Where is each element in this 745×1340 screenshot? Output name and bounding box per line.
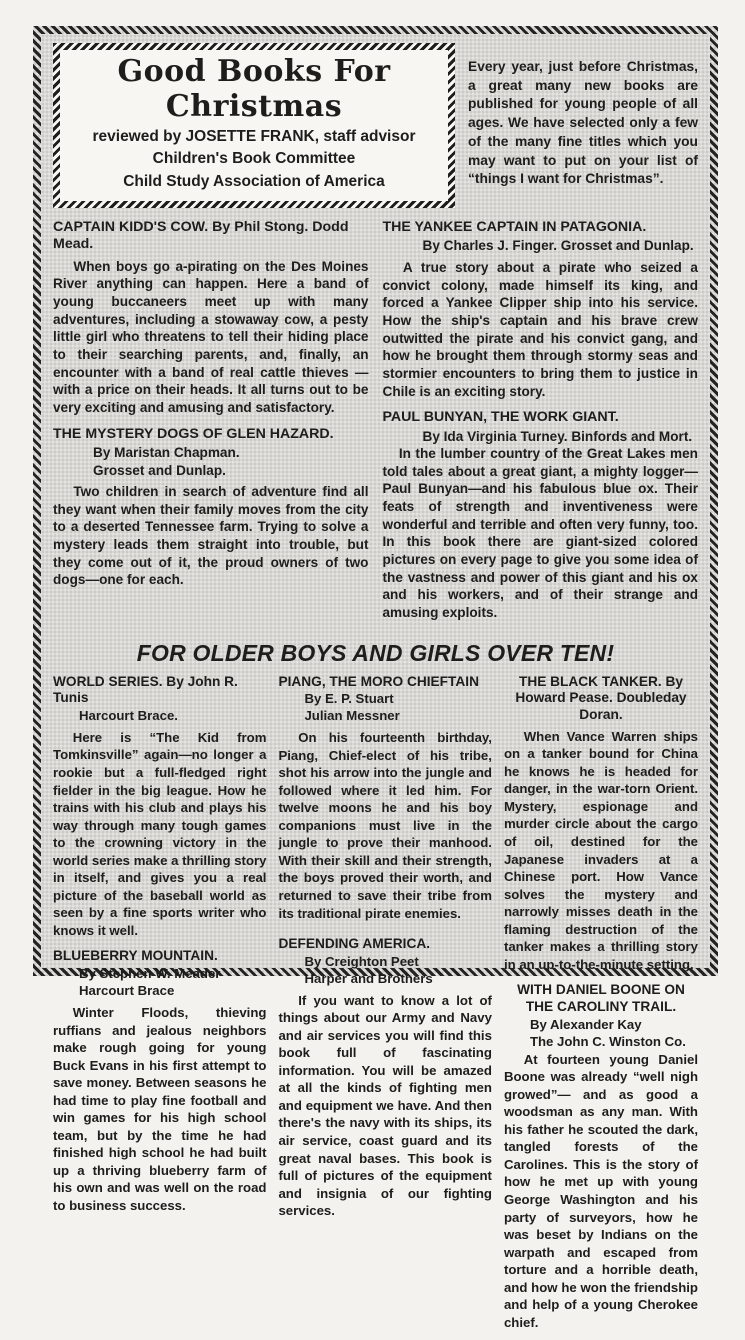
header-row (53, 43, 698, 208)
book-title: THE BLACK TANKER. By Howard Pease. Doubleday Doran. (515, 673, 687, 723)
book-title: THE YANKEE CAPTAIN IN PATAGONIA. (382, 219, 647, 236)
review-mystery-dogs (53, 426, 369, 589)
top-right-column (383, 219, 699, 631)
review-body: A true story about a pirate who seized a convict colony, made himself its king, and forced a Yankee Clipper ship into his service. How the ship's captain and his brave crew outwitted the pirate and his convict gang, and how he brought them through stormy seas and stormier encounters to bring them to justice in Chile is an exciting story. (382, 259, 698, 399)
book-title: WORLD SERIES. By John R. Tunis (53, 673, 238, 706)
byline: By Maristan Chapman. (93, 445, 240, 461)
publisher: Harcourt Brace. (79, 708, 178, 724)
publisher: Harcourt Brace (79, 983, 175, 999)
committee-credit: Children's Book Committee (152, 150, 356, 168)
publisher: Grosset and Dunlap. (93, 462, 226, 478)
book-title: DEFENDING AMERICA. (278, 936, 431, 952)
book-title: CAPTAIN KIDD'S COW. By Phil Stong. Dodd Mead. (53, 219, 349, 253)
review-body: Here is “The Kid from Tomkinsville” again—no longer a rookie but a full-fledged right fielder in the big league. How he trains with his club and plays his way through many tough games to the crowning victory in the world series make a thrilling story in itself, and gives you a real picture of the baseball world as seen by a fine sports writer who knows it well. (53, 729, 267, 938)
section-heading: FOR OLDER BOYS AND GIRLS OVER TEN! (136, 639, 615, 666)
publisher: Harper and Brothers (304, 970, 433, 986)
review-body: At fourteen young Daniel Boone was already “well nigh growed”— and as good a woodsman as any man. With his father he scouted the dark, tangled forests of the Carolines. This is the story of how he met up with young George Washington and his party of surveyors, how he was beset by Indians on the warpath and escaped from torture and a horrible death, and how he won the friendship and help of a young Cherokee chief. (503, 1051, 698, 1330)
review-body: When Vance Warren ships on a tanker bound for China he knows he is headed for danger, in the war-torn Orient. Mystery, espionage and murder circle about the cargo of oil, destined for the Japanese invaders at a Chinese port. How Vance solves the mystery and narrowly misses death in the flaming destruction of the tanker makes a thrilling story in an up-to-the-minute setting. (503, 728, 698, 972)
byline: By Creighton Peet (304, 953, 419, 969)
bottom-column-3 (504, 674, 698, 1340)
review-body: Winter Floods, thieving ruffians and jealous neighbors make rough going for young Buck Evans in his first attempt to save money. Between seasons he had time to play fine football and win games for his high school team, but by the time he had finished high school he had built up a thriving blueberry farm of his own and was well on the road to business success. (53, 1004, 267, 1213)
reviewer-credit: reviewed by JOSETTE FRANK, staff advisor (92, 128, 416, 145)
review-blueberry-mountain (53, 948, 266, 1214)
bottom-columns (53, 674, 698, 1340)
review-yankee-captain (383, 219, 699, 400)
publisher: The John C. Winston Co. (529, 1033, 686, 1049)
top-columns (53, 219, 698, 631)
byline: By Charles J. Finger. Grosset and Dunlap. (422, 238, 694, 254)
bottom-column-2 (278, 674, 491, 1340)
review-body: Two children in search of adventure find all they want when their family moves from the city to a deserted Tennessee farm. Trying to solve a mystery leads them straight into trouble, but they come out of it, the proud owners of two dogs—one for each. (53, 483, 369, 588)
page-title: Good Books For Christmas (117, 54, 391, 124)
review-body: When boys go a-pirating on the Des Moines River anything can happen. Here a band of young buccaneers meet up with many adventures, including a stowaway cow, a pesty little girl who threatens to tell their hiding place to their searching parents, and, finally, an encounter with a band of real cattle thieves —with a price on their heads. It all turns out to be very exciting and amusing and satisfactory. (53, 258, 369, 416)
review-daniel-boone (504, 982, 698, 1331)
byline: By Stephen W. Meader (79, 966, 221, 982)
review-world-series (53, 674, 266, 940)
byline: By E. P. Stuart (304, 691, 394, 707)
review-paul-bunyan (383, 409, 699, 621)
book-title: PIANG, THE MORO CHIEFTAIN (278, 673, 479, 689)
book-title: BLUEBERRY MOUNTAIN. (53, 948, 218, 964)
header-box (53, 43, 455, 208)
review-piang (278, 674, 491, 923)
magazine-page (33, 26, 718, 1330)
top-left-column (53, 219, 369, 631)
review-black-tanker (504, 674, 698, 974)
intro-paragraph: Every year, just before Christmas, a great many new books are published for young people of all ages. We have selected only a few of the many fine titles which you may want to put on your list of “things I want for Christmas”. (468, 58, 698, 187)
review-body: In the lumber country of the Great Lakes men told tales about a great giant, a mighty logger—Paul Bunyan—and his fabulous blue ox. Their feats of strength and inventiveness were wonderful and terrible and often very funny, too. In this book there are giant-sized colored pictures on every page to give you some idea of the vastness and power of this giant and his ox and his workers, and of their strange and amusing exploits. (382, 445, 698, 620)
review-defending-america (278, 936, 491, 1220)
review-captain-kidds-cow (53, 219, 369, 417)
publisher: Julian Messner (304, 708, 400, 724)
book-title: THE MYSTERY DOGS OF GLEN HAZARD. (53, 425, 334, 442)
review-body: If you want to know a lot of things about our Army and Navy and air services you will find this book full of fascinating information. You will be amazed at all the kinds of fighting men and equipment we have. And then there's the navy with its ships, its air service, coast guard and its great naval bases. This book is full of pictures of the equipment and insignia of our fighting services. (278, 992, 492, 1219)
review-body: On his fourteenth birthday, Piang, Chief-elect of his tribe, shot his arrow into the jungle and followed where it led him. For twelve moons he and his boy companions must live in the jungle to prove their manhood. With their skill and their strength, the boys proved their worth, and returned to save their tribe from its traditional pirate enemies. (278, 730, 492, 921)
byline: By Ida Virginia Turney. Binfords and Mort. (422, 428, 693, 444)
book-title: WITH DANIEL BOONE ON THE CAROLINY TRAIL. (517, 982, 685, 1015)
byline: By Alexander Kay (529, 1016, 642, 1032)
book-title: PAUL BUNYAN, THE WORK GIANT. (382, 409, 619, 426)
bottom-column-1 (53, 674, 266, 1340)
association-credit: Child Study Association of America (123, 172, 385, 190)
